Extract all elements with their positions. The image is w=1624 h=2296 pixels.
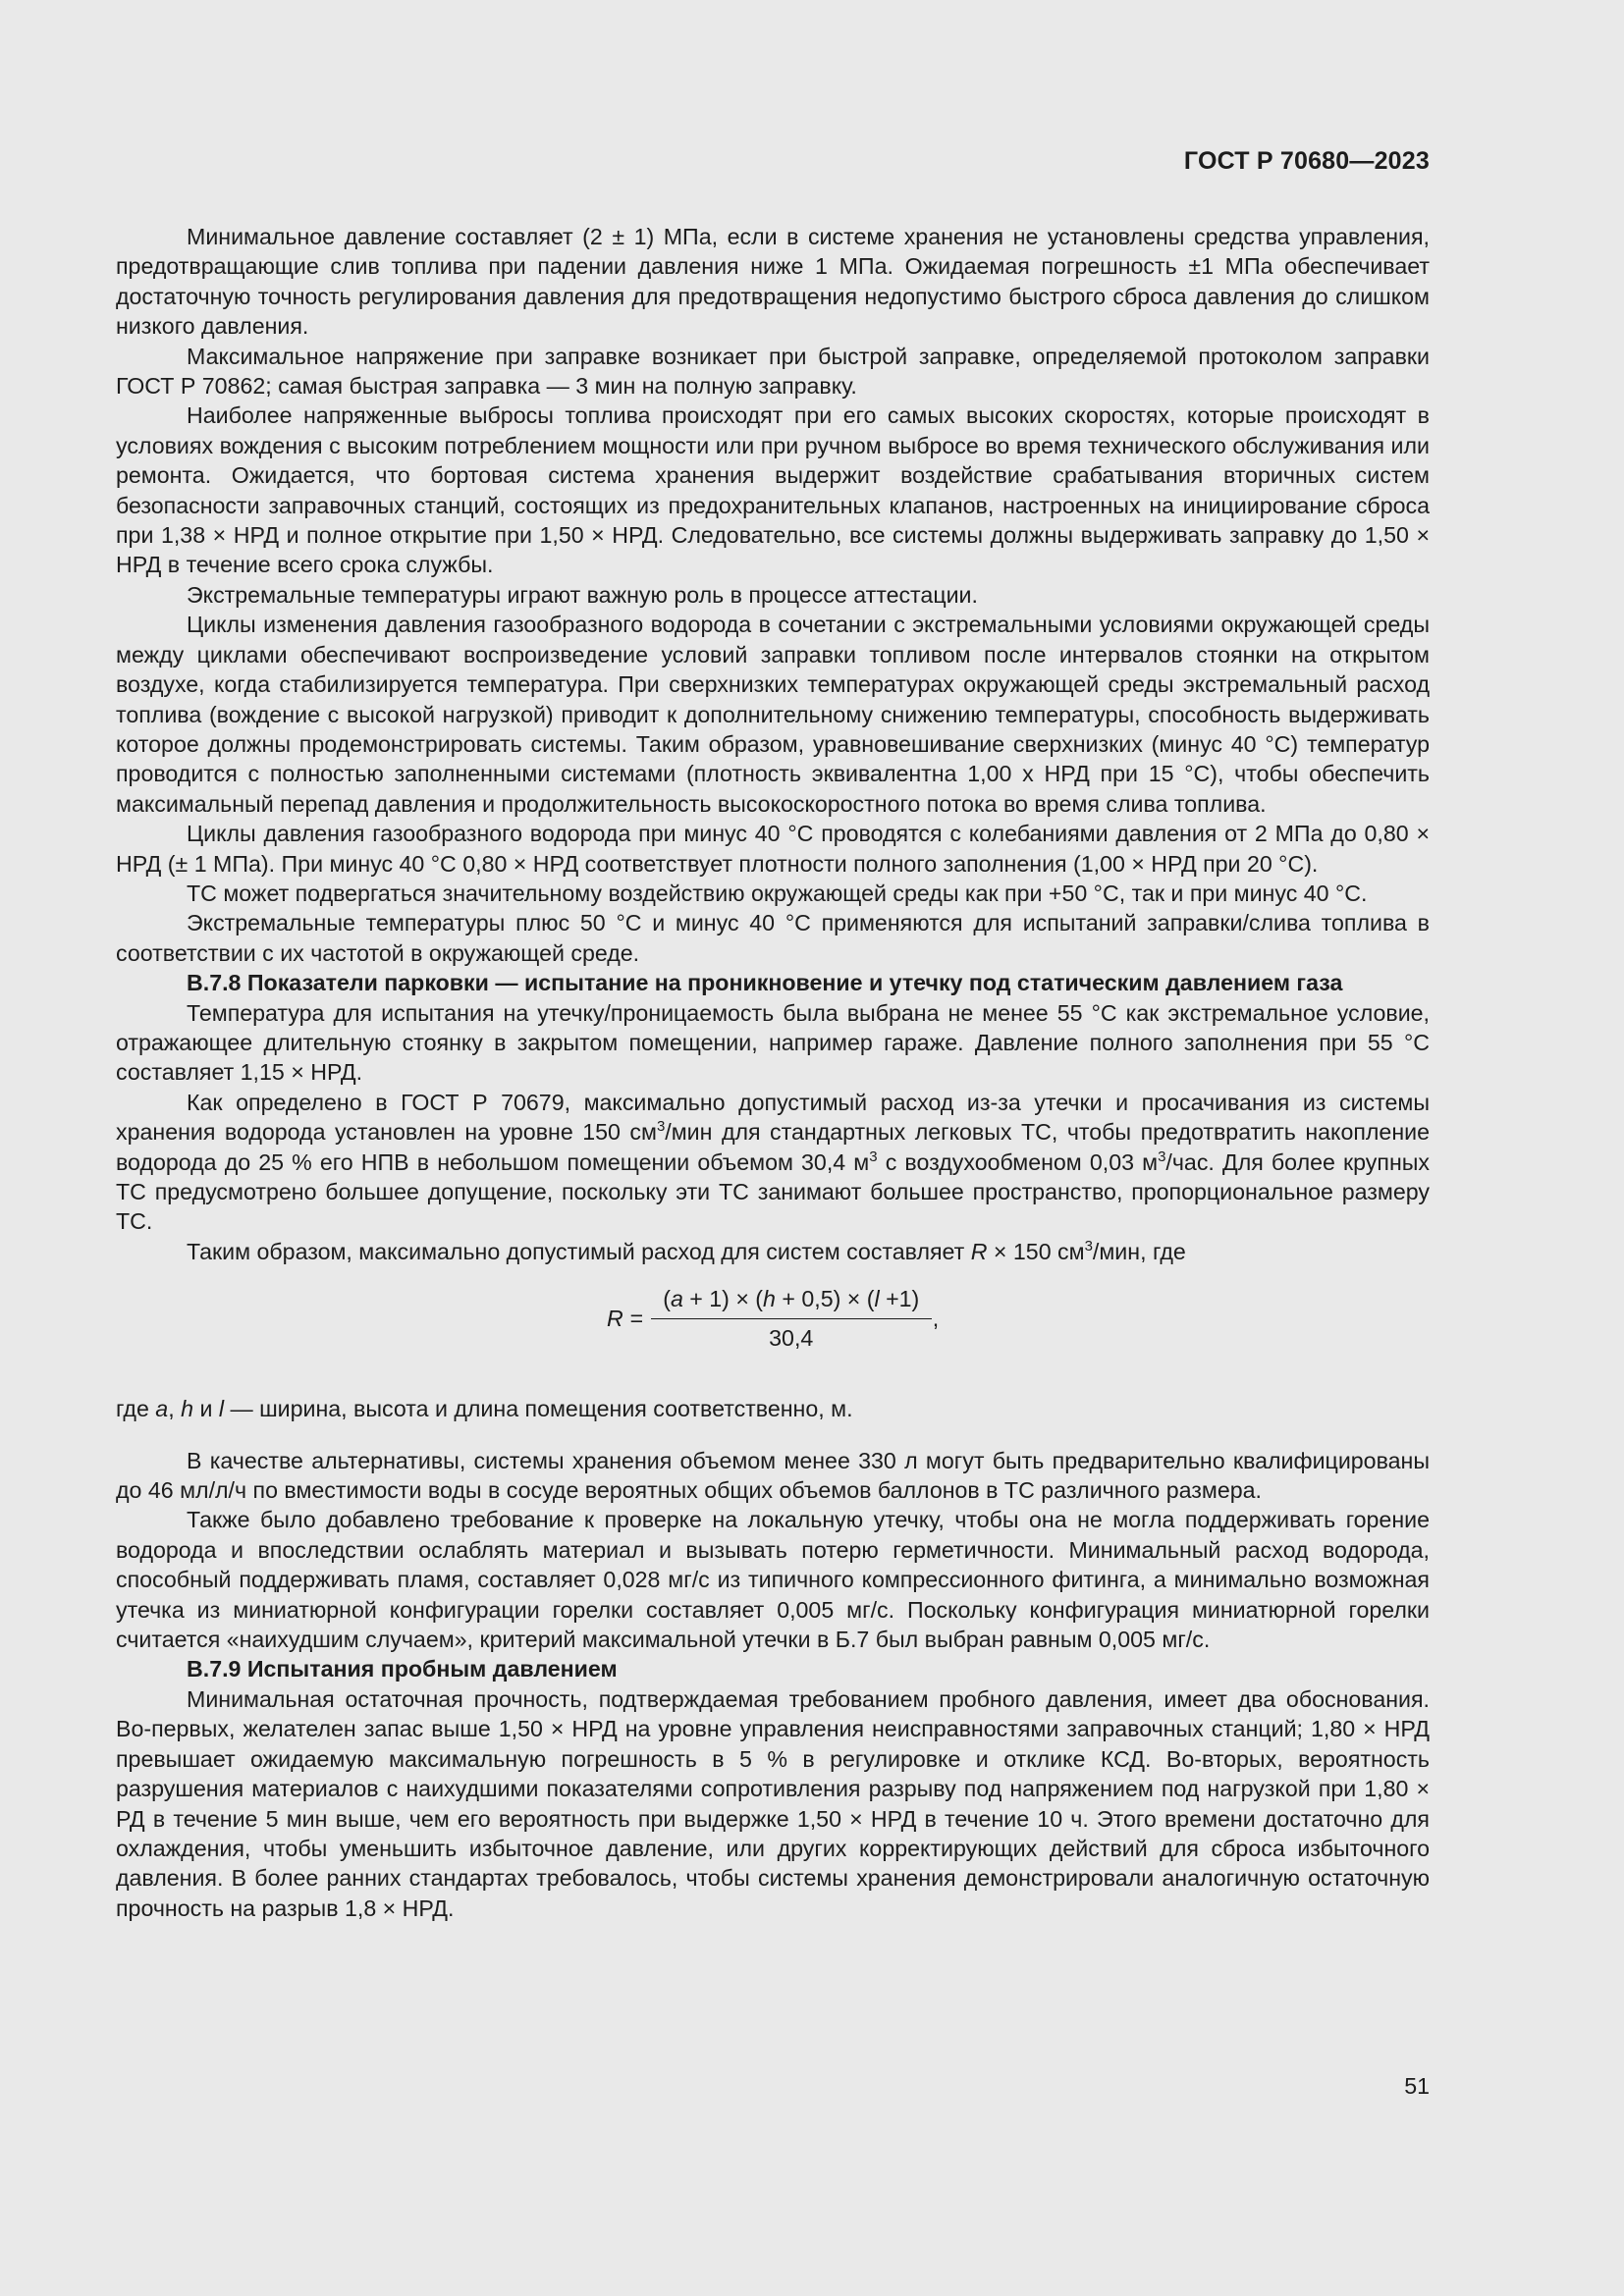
text-run: где — [116, 1396, 156, 1422]
superscript: 3 — [1084, 1237, 1093, 1255]
superscript: 3 — [869, 1148, 878, 1165]
paragraph: В качестве альтернативы, системы хранения объемом менее 330 л могут быть предварительно квалифицированы до 46 мл/л/ч по вместимости воды в сосуде вероятных общих объемов баллонов в ТС различного размера. — [116, 1447, 1430, 1504]
variable-a: a — [155, 1396, 169, 1422]
text-run: ( — [663, 1286, 671, 1312]
paragraph: Экстремальные температуры плюс 50 °С и минус 40 °С применяются для испытаний заправки/слива топлива в соответствии с их частотой в окружающей среде. — [116, 910, 1430, 966]
page-number: 51 — [1404, 2073, 1430, 2099]
text-run: — ширина, высота и длина помещения соответственно, м. — [224, 1396, 853, 1422]
formula-block — [116, 1282, 1430, 1372]
formula-lhs — [607, 1304, 643, 1333]
paragraph: Также было добавлено требование к проверке на локальную утечку, чтобы она не могла поддерживать горение водорода и впоследствии ослаблять материал и вызывать потерю герметичности. Минимальный расход водорода, способный поддерживать пламя, составляет 0,028 мг/с из типичного компрессионного фитинга, а минимально возможная утечка из миниатюрной конфигурации горелки составляет 0,005 мг/с. Поскольку конфигурация миниатюрной горелки считается «наихудшим случаем», критерий максимальной утечки в Б.7 был выбран равным 0,005 мг/с. — [116, 1507, 1430, 1653]
paragraph: Минимальное давление составляет (2 ± 1) МПа, если в системе хранения не установлены средства управления, предотвращающие слив топлива при падении давления ниже 1 МПа. Ожидаемая погрешность ±1 МПа обеспечивает достаточную точность регулирования давления для предотвращения недопустимо быстрого сброса давления до слишком низкого давления. — [116, 224, 1430, 340]
section-heading-b-7-9: В.7.9 Испытания пробным давлением — [187, 1656, 618, 1682]
formula-explanation — [116, 1394, 1430, 1423]
formula-fraction — [651, 1284, 932, 1353]
formula-numerator — [661, 1284, 921, 1317]
superscript: 3 — [1158, 1148, 1166, 1165]
variable-l: l — [874, 1286, 880, 1312]
paragraph: Минимальная остаточная прочность, подтверждаемая требованием пробного давления, имеет два обоснования. Во-первых, желателен запас выше 1,50 × НРД на уровне управления неисправностями заправочных станций; 1,80 × НРД превышает ожидаемую максимальную погрешность в 5 % в регулировке и отклике КСД. Во-вторых, вероятность разрушения материалов с наихудшими показателями сопротивления разрыву под напряжением под нагрузкой при 1,80 × РД в течение 5 мин выше, чем его вероятность при выдержке 1,50 × НРД в течение 10 ч. Этого времени достаточно для охлаждения, чтобы уменьшить избыточное давление, или других корректирующих действий для сброса избыточного давления. В более ранних стандартах требовалось, чтобы системы хранения демонстрировали аналогичную остаточную прочность на разрыв 1,8 × НРД. — [116, 1685, 1430, 1921]
formula-trailing-comma: , — [932, 1305, 940, 1331]
paragraph: Наиболее напряженные выбросы топлива происходят при его самых высоких скоростях, которые происходят в условиях вождения с высоким потреблением мощности или при ручном выбросе во время технического обслуживания или ремонта. Ожидается, что бортовая система хранения выдержит воздействие срабатывания вторичных систем безопасности заправочных станций, состоящих из предохранительных клапанов, настроенных на инициирование сброса при 1,38 × НРД и полное открытие при 1,50 × НРД. Следовательно, все системы должны выдерживать заправку до 1,50 × НРД в течение всего срока службы. — [116, 402, 1430, 578]
text-run: /час. Для более крупных ТС предусмотрено большее допущение, поскольку эти ТС занимают большее пространство, пропорциональное размеру ТС. — [116, 1148, 1431, 1235]
variable-a: a — [670, 1286, 683, 1312]
text-run: +1) — [879, 1286, 920, 1312]
variable-h: h — [763, 1286, 776, 1312]
text-run: /мин, где — [1092, 1238, 1186, 1264]
text-run: , — [168, 1396, 182, 1422]
text-run: + 1) × ( — [682, 1286, 764, 1312]
paragraph-max-rate — [116, 1237, 1430, 1266]
superscript: 3 — [656, 1118, 666, 1136]
document-body — [116, 222, 1430, 1923]
document-id-header: ГОСТ Р 70680—2023 — [1183, 147, 1430, 175]
text-run: × 150 см — [987, 1238, 1085, 1264]
text-run: с воздухообменом 0,03 м — [877, 1148, 1159, 1175]
text-run: Таким образом, максимально допустимый расход для систем составляет — [187, 1238, 971, 1264]
formula-lhs-text: R = — [607, 1305, 643, 1331]
paragraph: Температура для испытания на утечку/проницаемость была выбрана не менее 55 °С как экстремальное условие, отражающее длительную стоянку в закрытом помещении, например гараже. Давление полного заполнения при 55 °С составляет 1,15 × НРД. — [116, 999, 1430, 1086]
text-run: Как определено в ГОСТ Р 70679, максимально допустимый расход из-за утечки и просачивания из системы хранения водорода установлен на уровне 150 см — [116, 1089, 1430, 1146]
variable-r: R — [970, 1238, 988, 1264]
text-run: и — [193, 1396, 219, 1422]
variable-l: l — [218, 1396, 224, 1422]
text-run: + 0,5) × ( — [775, 1286, 875, 1312]
variable-h: h — [181, 1396, 193, 1422]
paragraph: ТС может подвергаться значительному воздействию окружающей среды как при +50 °С, так и при минус 40 °С. — [187, 880, 1368, 906]
paragraph: Максимальное напряжение при заправке возникает при быстрой заправке, определяемой протоколом заправки ГОСТ Р 70862; самая быстрая заправка — 3 мин на полную заправку. — [116, 343, 1430, 400]
text-run: /мин для стандартных легковых ТС, чтобы предотвратить накопление водорода до 25 % его НПВ в небольшом помещении объемом 30,4 м — [116, 1119, 1430, 1175]
section-heading-b-7-8: В.7.8 Показатели парковки — испытание на проникновение и утечку под статическим давлением газа — [187, 970, 1343, 996]
formula-r — [607, 1284, 939, 1353]
paragraph: Циклы давления газообразного водорода при минус 40 °С проводятся с колебаниями давления от 2 МПа до 0,80 × НРД (± 1 МПа). При минус 40 °С 0,80 × НРД соответствует плотности полного заполнения (1,00 × НРД при 20 °С). — [116, 821, 1430, 877]
paragraph: Экстремальные температуры играют важную роль в процессе аттестации. — [187, 581, 978, 608]
formula-denominator: 30,4 — [769, 1324, 814, 1351]
paragraph: Циклы изменения давления газообразного водорода в сочетании с экстремальными условиями окружающей среды между циклами обеспечивают воспроизведение условий заправки топливом после интервалов стоянки на открытом воздухе, когда стабилизируется температура. При сверхнизких температурах окружающей среды экстремальный расход топлива (вождение с высокой нагрузкой) приводит к дополнительному снижению температуры, способность выдерживать которое должны продемонстрировать системы. Таким образом, уравновешивание сверхнизких (минус 40 °С) температур проводится с полностью заполненными системами (плотность эквивалентна 1,00 х НРД при 15 °С), чтобы обеспечить максимальный перепад давления и продолжительность высокоскоростного потока во время слива топлива. — [116, 612, 1430, 817]
paragraph-leak-rate — [116, 1088, 1430, 1237]
